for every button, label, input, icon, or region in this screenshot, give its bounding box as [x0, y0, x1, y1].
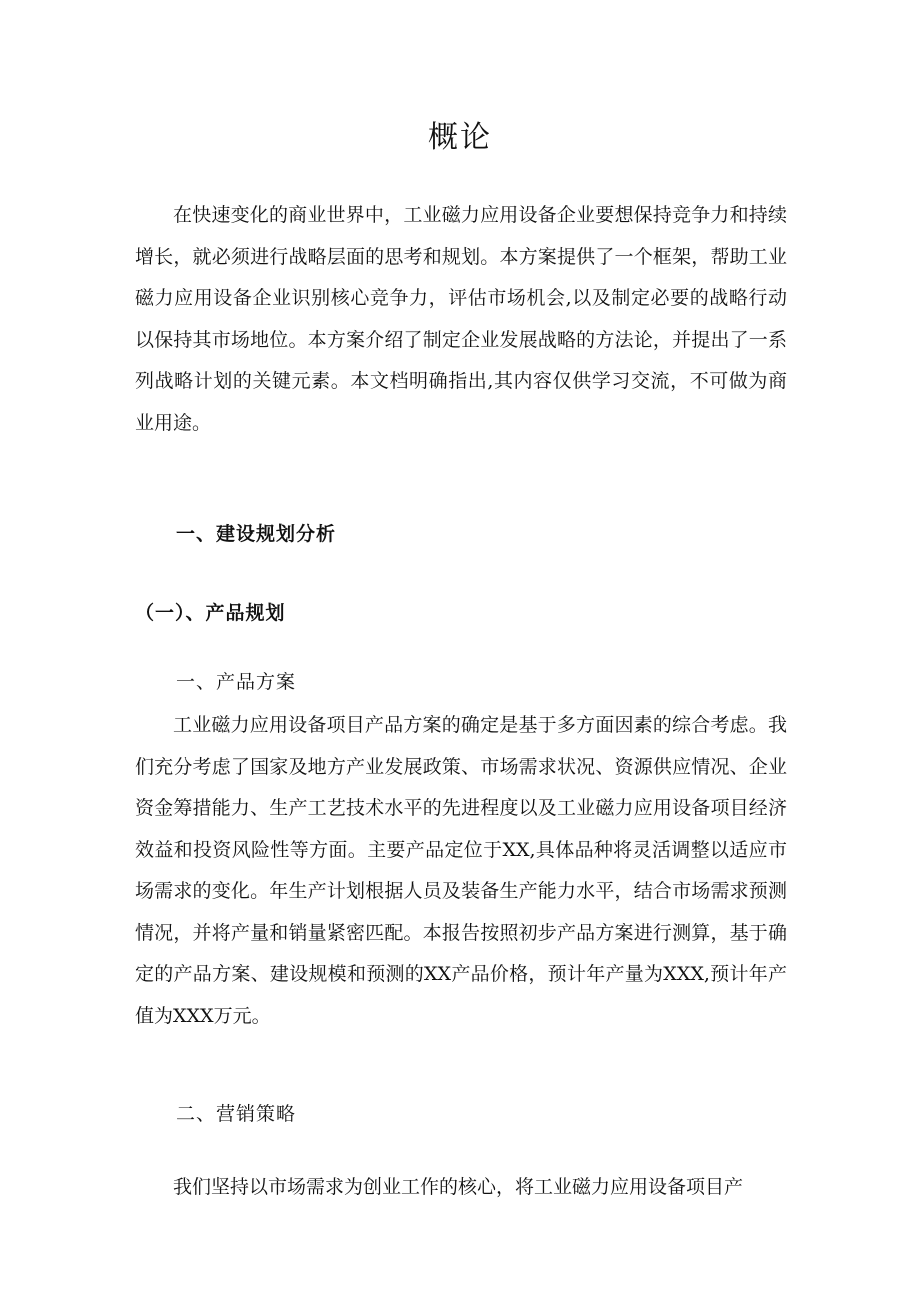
product-scheme-paragraph: 工业磁力应用设备项目产品方案的确定是基于多方面因素的综合考虑。我们充分考虑了国家及地方产业发展政策、市场需求状况、资源供应情况、企业资金筹措能力、生产工艺技术水平的先进程度以及工业磁力应用设备项目经济效益和投资风险性等方面。主要产品定位于XX,具体品种将灵活调整以适应市场需求的变化。年生产计划根据人员及装备生产能力水平，结合市场需求预测情况，并将产量和销量紧密匹配。本报告按照初步产品方案进行测算，基于确定的产品方案、建设规模和预测的XX产品价格，预计年产量为XXX,预计年产值为XXX万元。 [135, 714, 787, 1027]
subsection-heading-product-planning: （一）、产品规划 [135, 602, 286, 624]
marketing-strategy-paragraph: 我们坚持以市场需求为创业工作的核心，将工业磁力应用设备项目产 [173, 1176, 744, 1198]
item-heading-marketing-strategy: 二、营销策略 [176, 1103, 297, 1125]
page-title: 概论 [428, 120, 492, 155]
intro-paragraph: 在快速变化的商业世界中，工业磁力应用设备企业要想保持竞争力和持续增长，就必须进行战略层面的思考和规划。本方案提供了一个框架，帮助工业磁力应用设备企业识别核心竞争力，评估市场机会,以及制定必要的战略行动以保持其市场地位。本方案介绍了制定企业发展战略的方法论，并提出了一系列战略计划的关键元素。本文档明确指出,其内容仅供学习交流，不可做为商业用途。 [135, 204, 787, 434]
section-heading-construction-planning: 一、建设规划分析 [176, 523, 337, 545]
item-heading-product-scheme: 一、产品方案 [176, 671, 297, 693]
